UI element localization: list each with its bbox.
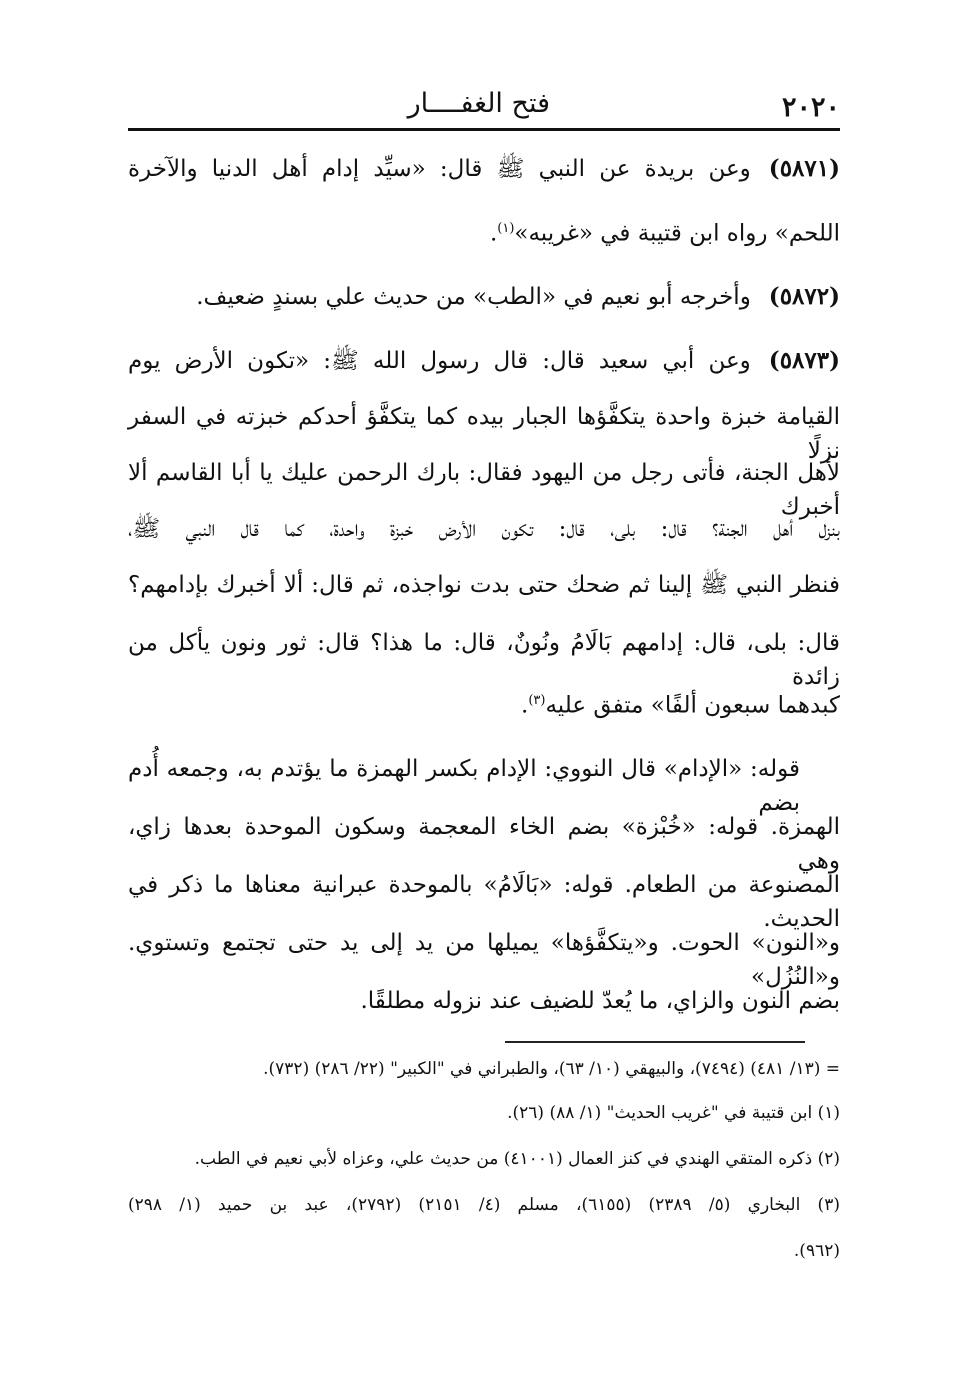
commentary-line: المصنوعة من الطعام. قوله: «بَالَامُ» بالموحدة عبرانية معناها ما ذكر في الحديث. [128, 872, 840, 932]
hadith-number: (٥٨٧١) [768, 155, 840, 182]
entry-text: وعن أبي سعيد قال: قال رسول الله ﷺ: «تكون الأرض يوم [128, 348, 751, 374]
header-rule [128, 128, 840, 131]
entry-line [128, 568, 840, 602]
commentary-line: بضم النون والزاي، ما يُعدّ للضيف عند نزوله مطلقًا. [360, 988, 840, 1014]
footnote-separator [505, 1041, 805, 1043]
footnote-1: (١) ابن قتيبة في "غريب الحديث" (١/ ٨٨) (٢٦). [507, 1103, 840, 1123]
footnote-continuation: = (١٣/ ٤٨١) (٧٤٩٤)، والبيهقي (١٠/ ٦٣)، والطبراني في "الكبير" (٢٢/ ٢٨٦) (٧٣٢). [263, 1059, 840, 1079]
footnote-3: (٣) البخاري (٥/ ٢٣٨٩) (٦١٥٥)، مسلم (٤/ ٢١٥١) (٢٧٩٢)، عبد بن حميد (١/ ٢٩٨) [128, 1195, 840, 1215]
entry-text: القيامة خبزة واحدة يتكفَّؤها الجبار بيده كما يتكفَّؤ أحدكم خبزته في السفر نزلًا [128, 404, 840, 464]
entry-text: بنزل أهل الجنة؟ قال: بلى، قال: تكون الأرض خبزة واحدة، كما قال النبي ﷺ، [128, 516, 840, 542]
entry-text: وأخرجه أبو نعيم في «الطب» من حديث علي بسندٍ ضعيف. [196, 284, 751, 310]
entry-line [128, 400, 840, 464]
commentary-line: الهمزة. قوله: «خُبْزة» بضم الخاء المعجمة وسكون الموحدة بعدها زاي، وهي [128, 814, 840, 874]
entry-text: اللحم» رواه ابن قتيبة في «غريبه» [514, 220, 840, 247]
footnote-2: (٢) ذكره المتقي الهندي في كنز العمال (٤١٠٠١) من حديث علي، وعزاه لأبي نعيم في الطب. [194, 1149, 840, 1169]
page-header [128, 88, 840, 128]
commentary-line: و«النون» الحوت. و«يتكفَّؤها» يميلها من يد إلى يد حتى تجتمع وتستوي. و«النُزُل» [128, 930, 840, 990]
hadith-number: (٥٨٧٣) [768, 347, 840, 374]
entry-text: فنظر النبي ﷺ إلينا ثم ضحك حتى بدت نواجذه، ثم قال: ألا أخبرك بإدامهم؟ [128, 572, 840, 598]
footnote-ref: (١) [497, 221, 515, 236]
running-title: فتح الغفــــار [407, 88, 550, 119]
entry-line [128, 280, 840, 314]
entry-line [128, 512, 840, 546]
entry-text: قال: بلى، قال: إدامهم بَالَامُ ونُونٌ، قال: ما هذا؟ قال: ثور ونون يأكل من زائدة [128, 630, 840, 690]
entry-text: كبدهما سبعون ألفًا» متفق عليه [545, 692, 840, 719]
entry-line: اللحم» رواه ابن قتيبة في «غريبه»$^{(١)}$. [489, 220, 840, 247]
entry-text: لأهل الجنة، فأتى رجل من اليهود فقال: بارك الرحمن عليك يا أبا القاسم ألا أخبرك [128, 460, 840, 520]
entry-line [128, 456, 840, 520]
entry-text: وعن بريدة عن النبي ﷺ قال: «سيِّد إدام أهل الدنيا والآخرة [128, 156, 751, 182]
footnote-3-continued: (٩٦٢). [793, 1241, 840, 1261]
commentary-line: قوله: «الإدام» قال النووي: الإدام بكسر الهمزة ما يؤتدم به، وجمعه أُدم بضم [128, 756, 800, 816]
page-number: ٢٠٢٠ [781, 92, 840, 123]
footnote-ref: (٣) [528, 693, 546, 708]
entry-line [128, 626, 840, 690]
entry-line [128, 344, 840, 378]
entry-line [128, 152, 840, 186]
entry-line: كبدهما سبعون ألفًا» متفق عليه$^{(٣)}$. [521, 692, 840, 719]
hadith-number: (٥٨٧٢) [768, 283, 840, 310]
